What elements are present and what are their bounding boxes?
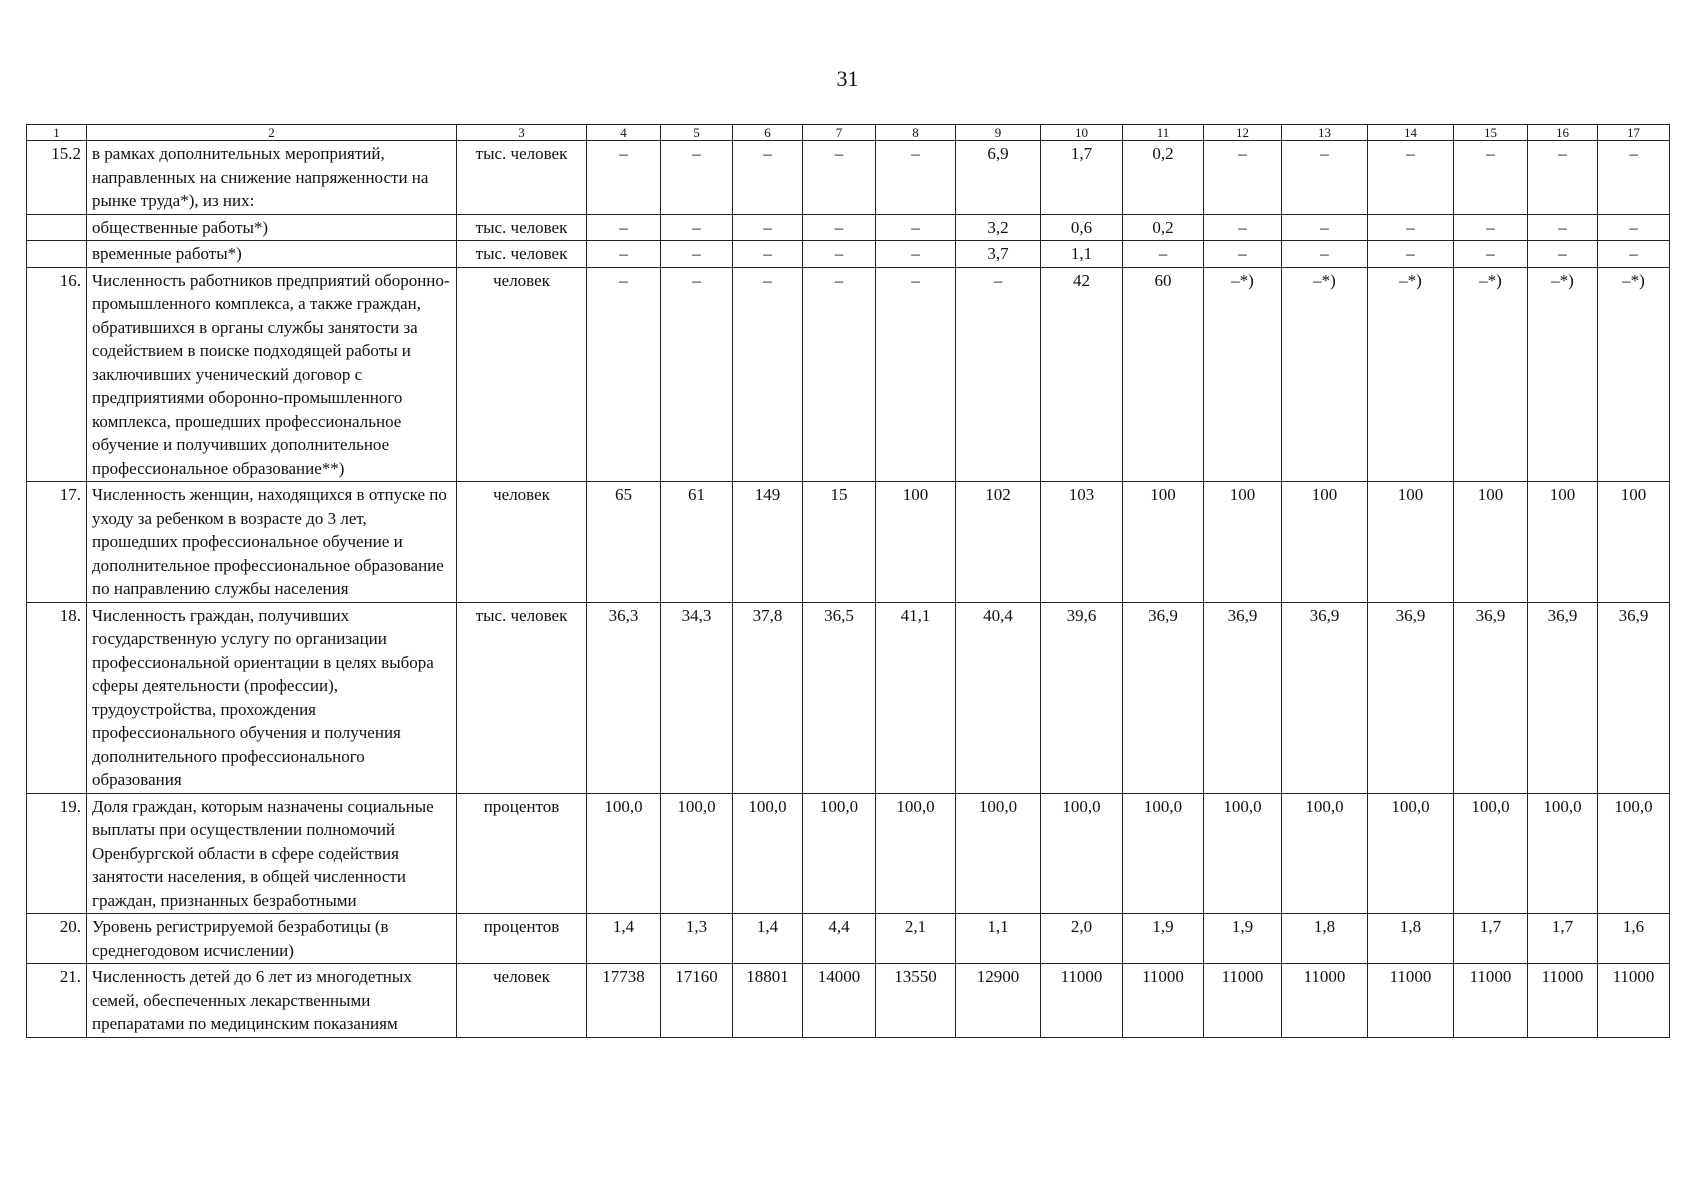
column-number-header: 16 xyxy=(1528,125,1598,141)
indicator-value: 11000 xyxy=(1123,964,1204,1038)
indicator-value: 1,9 xyxy=(1204,914,1282,964)
indicator-value: 11000 xyxy=(1598,964,1670,1038)
indicator-value: – xyxy=(876,267,956,482)
indicator-value: – xyxy=(803,214,876,241)
indicator-value: 11000 xyxy=(1282,964,1368,1038)
indicator-value: 100 xyxy=(876,482,956,603)
indicator-value: –*) xyxy=(1454,267,1528,482)
unit-of-measure: тыс. человек xyxy=(457,241,587,268)
table-row xyxy=(27,482,1670,603)
indicator-value: 17160 xyxy=(661,964,733,1038)
indicator-value: 1,1 xyxy=(1041,241,1123,268)
indicator-value: 36,9 xyxy=(1454,602,1528,793)
indicator-value: 39,6 xyxy=(1041,602,1123,793)
row-number: 19. xyxy=(27,793,87,914)
indicator-value: 36,9 xyxy=(1282,602,1368,793)
indicator-value: 100,0 xyxy=(1041,793,1123,914)
indicator-value: 36,9 xyxy=(1598,602,1670,793)
indicator-value: 0,2 xyxy=(1123,214,1204,241)
indicator-value: 17738 xyxy=(587,964,661,1038)
table-row xyxy=(27,141,1670,215)
indicator-value: 100 xyxy=(1454,482,1528,603)
indicator-value: – xyxy=(1368,241,1454,268)
page-number: 31 xyxy=(836,66,859,91)
indicator-name: временные работы*) xyxy=(87,241,457,268)
unit-of-measure: человек xyxy=(457,964,587,1038)
indicator-value: 15 xyxy=(803,482,876,603)
column-number-header: 8 xyxy=(876,125,956,141)
indicator-value: 2,0 xyxy=(1041,914,1123,964)
indicator-value: 11000 xyxy=(1454,964,1528,1038)
indicator-value: 0,6 xyxy=(1041,214,1123,241)
row-number: 16. xyxy=(27,267,87,482)
indicator-value: 100 xyxy=(1598,482,1670,603)
unit-of-measure: процентов xyxy=(457,914,587,964)
unit-of-measure: человек xyxy=(457,482,587,603)
indicator-value: – xyxy=(733,214,803,241)
indicator-name: в рамках дополнительных мероприятий, направленных на снижение напряженности на рынке труда*), из них: xyxy=(87,141,457,215)
indicator-value: 11000 xyxy=(1528,964,1598,1038)
indicators-table xyxy=(26,124,1670,1038)
indicator-value: 100,0 xyxy=(733,793,803,914)
indicator-value: – xyxy=(803,267,876,482)
indicator-value: 0,2 xyxy=(1123,141,1204,215)
column-number-row xyxy=(27,125,1670,141)
indicator-value: –*) xyxy=(1282,267,1368,482)
indicator-value: 100 xyxy=(1204,482,1282,603)
column-number-header: 13 xyxy=(1282,125,1368,141)
indicator-value: 100 xyxy=(1123,482,1204,603)
indicator-value: – xyxy=(1204,214,1282,241)
row-number: 20. xyxy=(27,914,87,964)
indicator-value: 2,1 xyxy=(876,914,956,964)
column-number-header: 1 xyxy=(27,125,87,141)
indicator-value: –*) xyxy=(1368,267,1454,482)
indicator-value: 102 xyxy=(956,482,1041,603)
indicator-value: – xyxy=(661,141,733,215)
indicator-value: – xyxy=(876,241,956,268)
indicator-value: –*) xyxy=(1528,267,1598,482)
indicator-value: 36,3 xyxy=(587,602,661,793)
indicator-value: 3,2 xyxy=(956,214,1041,241)
indicator-value: 100,0 xyxy=(1204,793,1282,914)
unit-of-measure: тыс. человек xyxy=(457,141,587,215)
column-number-header: 5 xyxy=(661,125,733,141)
table-row xyxy=(27,914,1670,964)
indicator-value: –*) xyxy=(1598,267,1670,482)
row-number: 21. xyxy=(27,964,87,1038)
indicator-value: 100,0 xyxy=(661,793,733,914)
indicator-value: 11000 xyxy=(1368,964,1454,1038)
indicator-value: – xyxy=(1368,141,1454,215)
unit-of-measure: тыс. человек xyxy=(457,602,587,793)
indicator-value: 11000 xyxy=(1204,964,1282,1038)
indicator-value: 36,9 xyxy=(1123,602,1204,793)
indicator-value: 100,0 xyxy=(876,793,956,914)
unit-of-measure: тыс. человек xyxy=(457,214,587,241)
indicator-value: 14000 xyxy=(803,964,876,1038)
indicator-value: 100,0 xyxy=(1454,793,1528,914)
indicator-value: 11000 xyxy=(1041,964,1123,1038)
indicator-value: 100,0 xyxy=(1528,793,1598,914)
indicator-value: – xyxy=(1598,241,1670,268)
column-number-header: 7 xyxy=(803,125,876,141)
indicator-value: – xyxy=(733,141,803,215)
indicator-value: – xyxy=(1528,241,1598,268)
row-number xyxy=(27,241,87,268)
indicator-value: – xyxy=(1204,241,1282,268)
indicator-value: 61 xyxy=(661,482,733,603)
indicator-value: 1,9 xyxy=(1123,914,1204,964)
column-number-header: 2 xyxy=(87,125,457,141)
column-number-header: 15 xyxy=(1454,125,1528,141)
indicator-value: 4,4 xyxy=(803,914,876,964)
indicator-value: – xyxy=(1282,241,1368,268)
indicator-value: – xyxy=(1598,141,1670,215)
indicator-value: – xyxy=(587,214,661,241)
table-row xyxy=(27,267,1670,482)
indicator-value: 100 xyxy=(1282,482,1368,603)
indicator-value: 1,7 xyxy=(1528,914,1598,964)
indicator-value: 18801 xyxy=(733,964,803,1038)
indicator-value: 36,9 xyxy=(1368,602,1454,793)
indicator-value: – xyxy=(1282,214,1368,241)
indicator-value: – xyxy=(1598,214,1670,241)
indicator-value: – xyxy=(956,267,1041,482)
indicator-name: Численность женщин, находящихся в отпуске по уходу за ребенком в возрасте до 3 лет, прошедших профессиональное обучение и дополнительное профессиональное образование по направлению службы населения xyxy=(87,482,457,603)
indicator-value: – xyxy=(803,141,876,215)
indicator-value: – xyxy=(733,267,803,482)
indicator-value: 1,4 xyxy=(587,914,661,964)
row-number: 17. xyxy=(27,482,87,603)
column-number-header: 12 xyxy=(1204,125,1282,141)
indicator-value: 65 xyxy=(587,482,661,603)
indicator-name: Доля граждан, которым назначены социальные выплаты при осуществлении полномочий Оренбургской области в сфере содействия занятости населения, в общей численности граждан, признанных безработными xyxy=(87,793,457,914)
indicator-value: – xyxy=(587,241,661,268)
indicator-value: – xyxy=(876,141,956,215)
indicator-value: 60 xyxy=(1123,267,1204,482)
indicator-value: – xyxy=(587,141,661,215)
indicator-value: – xyxy=(1368,214,1454,241)
indicator-value: – xyxy=(876,214,956,241)
unit-of-measure: процентов xyxy=(457,793,587,914)
indicator-value: – xyxy=(1454,241,1528,268)
indicator-value: 103 xyxy=(1041,482,1123,603)
indicator-value: 100,0 xyxy=(1282,793,1368,914)
indicator-value: 100 xyxy=(1528,482,1598,603)
indicator-value: – xyxy=(587,267,661,482)
indicator-value: – xyxy=(803,241,876,268)
indicator-value: 100,0 xyxy=(1368,793,1454,914)
indicator-value: 1,4 xyxy=(733,914,803,964)
indicator-value: – xyxy=(1123,241,1204,268)
indicator-value: – xyxy=(1282,141,1368,215)
indicator-value: – xyxy=(1454,214,1528,241)
column-number-header: 6 xyxy=(733,125,803,141)
indicator-value: 41,1 xyxy=(876,602,956,793)
indicator-value: 100 xyxy=(1368,482,1454,603)
indicator-value: – xyxy=(1528,214,1598,241)
column-number-header: 10 xyxy=(1041,125,1123,141)
indicator-value: 1,6 xyxy=(1598,914,1670,964)
table-row xyxy=(27,793,1670,914)
indicator-value: – xyxy=(733,241,803,268)
indicator-value: 1,7 xyxy=(1454,914,1528,964)
indicator-name: Численность граждан, получивших государственную услугу по организации профессиональной ориентации в целях выбора сферы деятельности (профессии), трудоустройства, прохождения профессионального обучения и получения дополнительного профессионального образования xyxy=(87,602,457,793)
indicator-value: 1,1 xyxy=(956,914,1041,964)
table-row xyxy=(27,602,1670,793)
indicator-value: –*) xyxy=(1204,267,1282,482)
indicator-name: Численность детей до 6 лет из многодетных семей, обеспеченных лекарственными препаратами по медицинским показаниям xyxy=(87,964,457,1038)
indicator-value: 100,0 xyxy=(1598,793,1670,914)
table-row xyxy=(27,964,1670,1038)
indicator-value: 100,0 xyxy=(1123,793,1204,914)
indicator-name: Численность работников предприятий оборонно-промышленного комплекса, а также граждан, обратившихся в органы службы занятости за содействием в поиске подходящей работы и заключивших ученический договор с предприятиями оборонно-промышленного комплекса, прошедших профессиональное обучение и получивших дополнительное профессиональное образование**) xyxy=(87,267,457,482)
table-body xyxy=(27,141,1670,1038)
indicator-value: 36,9 xyxy=(1528,602,1598,793)
indicator-value: – xyxy=(1454,141,1528,215)
table-row xyxy=(27,214,1670,241)
indicator-name: Уровень регистрируемой безработицы (в среднегодовом исчислении) xyxy=(87,914,457,964)
indicator-value: 100,0 xyxy=(803,793,876,914)
column-number-header: 17 xyxy=(1598,125,1670,141)
column-number-header: 3 xyxy=(457,125,587,141)
indicator-value: 37,8 xyxy=(733,602,803,793)
indicator-value: 149 xyxy=(733,482,803,603)
table-row xyxy=(27,241,1670,268)
indicator-value: 42 xyxy=(1041,267,1123,482)
column-number-header: 9 xyxy=(956,125,1041,141)
indicator-value: 6,9 xyxy=(956,141,1041,215)
unit-of-measure: человек xyxy=(457,267,587,482)
indicator-value: 3,7 xyxy=(956,241,1041,268)
indicator-value: 36,9 xyxy=(1204,602,1282,793)
indicator-value: 1,7 xyxy=(1041,141,1123,215)
indicator-value: 34,3 xyxy=(661,602,733,793)
indicator-value: 13550 xyxy=(876,964,956,1038)
column-number-header: 4 xyxy=(587,125,661,141)
row-number xyxy=(27,214,87,241)
indicator-value: 100,0 xyxy=(956,793,1041,914)
indicators-table-container xyxy=(26,124,1669,1038)
column-number-header: 14 xyxy=(1368,125,1454,141)
indicator-value: 40,4 xyxy=(956,602,1041,793)
indicator-value: 1,3 xyxy=(661,914,733,964)
indicator-value: 1,8 xyxy=(1282,914,1368,964)
indicator-value: – xyxy=(1204,141,1282,215)
row-number: 18. xyxy=(27,602,87,793)
indicator-value: – xyxy=(1528,141,1598,215)
indicator-value: 12900 xyxy=(956,964,1041,1038)
indicator-name: общественные работы*) xyxy=(87,214,457,241)
indicator-value: – xyxy=(661,214,733,241)
indicator-value: 100,0 xyxy=(587,793,661,914)
indicator-value: 1,8 xyxy=(1368,914,1454,964)
column-number-header: 11 xyxy=(1123,125,1204,141)
row-number: 15.2 xyxy=(27,141,87,215)
indicator-value: 36,5 xyxy=(803,602,876,793)
indicator-value: – xyxy=(661,241,733,268)
indicator-value: – xyxy=(661,267,733,482)
